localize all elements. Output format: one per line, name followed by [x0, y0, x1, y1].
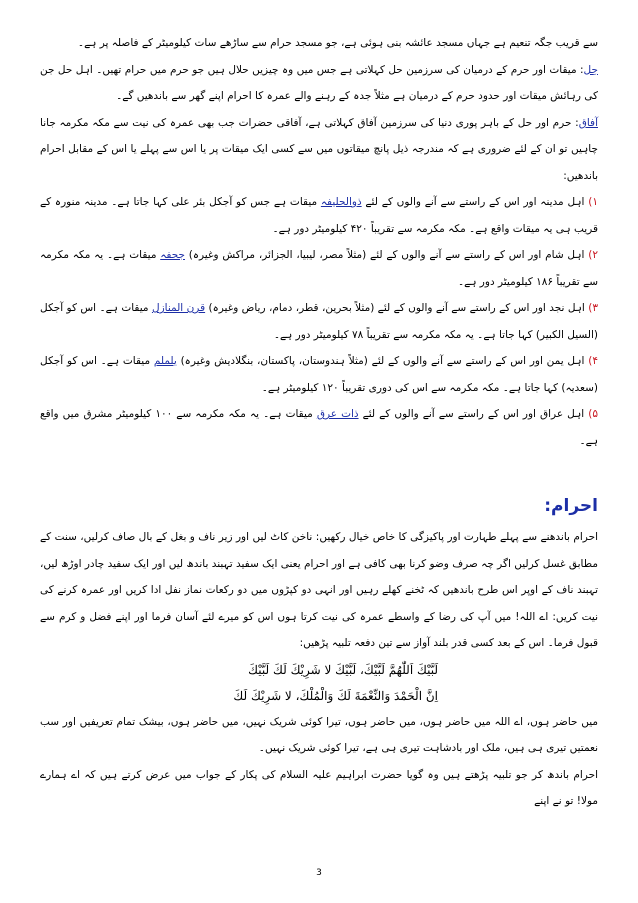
miqat-text-after: میقات ہے۔ یہ مکہ مکرمہ سے ۱۰۰ کیلومیٹر مشرق میں واقع ہے۔ — [40, 408, 598, 447]
afaq-term: آفاق — [578, 116, 598, 129]
miqat-item — [40, 242, 598, 295]
talbiyah-translation: میں حاضر ہوں، اے اللہ میں حاضر ہوں، میں حاضر ہوں، تیرا کوئی شریک نہیں، میں حاضر ہوں، بیشک تمام تعریفیں اور سب نعمتیں تیری ہی ہیں، ملک اور بادشاہت تیری ہی ہے، تیرا کوئی شریک نہیں۔ — [40, 715, 598, 754]
miqat-number: ۳) — [588, 302, 598, 314]
ihram-closing-paragraph: احرام باندھ کر جو تلبیہ پڑھتے ہیں وہ گویا حضرت ابراہیم علیہ السلام کی پکار کے جواب میں عرض کرتے ہیں کہ اے ہمارے مولا! تو نے اپنے — [40, 768, 598, 807]
miqat-item — [40, 189, 598, 242]
miqat-number: ۴) — [588, 355, 598, 367]
page-number: 3 — [316, 868, 322, 878]
miqat-item — [40, 401, 598, 454]
miqat-name: قرن المنازل — [151, 302, 206, 314]
miqat-item — [40, 348, 598, 401]
talbiyah-line: لَبَّيْكَ اَللّٰهُمَّ لَبَّيْكَ، لَبَّيْكَ لا شَرِيْكَ لَكَ لَبَّيْكَ — [248, 662, 438, 677]
miqat-name: ذات عرق — [316, 408, 359, 420]
miqat-number: ۲) — [588, 249, 598, 261]
tanim-paragraph: سے قریب جگہ تنعیم ہے جہاں مسجد عائشہ بنی ہوئی ہے، جو مسجد حرام سے ساڑھے سات کیلومیٹر کے فاصلہ پر ہے۔ — [77, 37, 598, 49]
hil-definition — [40, 57, 598, 110]
miqat-text-before: اہل مدینہ اور اس کے راستے سے آنے والوں کے لئے — [361, 196, 585, 208]
miqat-text-after: میقات ہے۔ اس کو آجکل (السیل الکبیر) کہا جاتا ہے۔ یہ مکہ مکرمہ سے تقریباً ۷۸ کیلومیٹر دور ہے۔ — [40, 302, 598, 341]
miqat-text-before: اہل عراق اور اس کے راستے سے آنے والوں کے لئے — [358, 408, 585, 420]
miqat-text-before: اہل نجد اور اس کے راستے سے آنے والوں کے لئے (مثلاً بحرین، قطر، دمام، ریاض وغیرہ) — [205, 302, 585, 314]
afaq-text: : حرم اور حل کے باہر پوری دنیا کی سرزمین آفاق کہلاتی ہے، آفاقی حضرات جب بھی عمرہ کی نیت سے مکہ مکرمہ جانا چاہیں تو ان کے لئے ضروری ہے کہ مندرجہ ذیل پانچ میقاتوں میں سے کسی ایک میقات پر یا اس سے پہلے یا اس کے مقابل احرام باندھیں: — [40, 116, 598, 182]
hil-term: حِل — [583, 63, 598, 76]
ihram-heading: احرام: — [544, 496, 598, 516]
miqat-text-before: اہل یمن اور اس کے راستے سے آنے والوں کے لئے (مثلاً ہندوستان، پاکستان، بنگلادیش وغیرہ) — [176, 355, 585, 367]
afaq-definition — [40, 110, 598, 190]
talbiyah-line: اِنَّ الْحَمْدَ وَالنِّعْمَةَ لَكَ وَالْمُلْكَ، لا شَرِيْكَ لَكَ — [233, 688, 438, 703]
miqat-text-after: میقات ہے جس کو آجکل بئر علی کہا جاتا ہے۔ مدینہ منورہ کے قریب ہی یہ میقات واقع ہے۔ مکہ مکرمہ سے تقریباً ۴۲۰ کیلومیٹر دور ہے۔ — [40, 196, 598, 235]
miqat-name: یلملم — [153, 355, 177, 367]
miqat-text-after: میقات ہے۔ اس کو آجکل (سعدیہ) کہا جاتا ہے۔ مکہ مکرمہ سے اس کی دوری تقریباً ۱۲۰ کیلومیٹر ہے۔ — [40, 355, 598, 394]
ihram-paragraph: احرام باندھنے سے پہلے طہارت اور پاکیزگی کا خاص خیال رکھیں: ناخن کاٹ لیں اور زیر ناف و بغل کے بال صاف کرلیں، سنت کے مطابق غسل کرلیں اگر چہ صرف وضو کرنا بھی کافی ہے اور احرام یعنی ایک سفید تہبند باندھ لیں اور ایک سفید چادر اوڑھ لیں، تہبند ناف کے اوپر اس طرح باندھیں کہ ٹخنے کھلے رہیں اور انہی دو کپڑوں میں دو رکعات نماز نفل ادا کریں اور عمرہ کرنے کی نیت کریں: اے اللہ! میں آپ کی رضا کے واسطے عمرہ کی نیت کرتا ہوں اس کو میرے لئے آسان فرما اور اپنے فضل و کرم سے قبول فرما۔ اس کے بعد کسی قدر بلند آواز سے تین دفعہ تلبیہ پڑھیں: — [40, 531, 598, 649]
miqat-name: جحفہ — [160, 249, 185, 261]
miqat-item — [40, 295, 598, 348]
miqat-text-after: میقات ہے۔ یہ مکہ مکرمہ سے تقریباً ۱۸۶ کیلومیٹر دور ہے۔ — [40, 249, 598, 288]
miqat-text-before: اہل شام اور اس کے راستے سے آنے والوں کے لئے (مثلاً مصر، لیبیا، الجزائر، مراکش وغیرہ) — [184, 249, 585, 261]
hil-text: : میقات اور حرم کے درمیان کی سرزمین حل کہلاتی ہے جس میں وہ چیزیں حلال ہیں جو حرم میں حرام تھیں۔ اہل حل جن کی رہائش میقات اور حدود حرم کے درمیان ہے مثلاً جدہ کے رہنے والے عمرہ کا احرام اپنے گھر سے باندھیں گے۔ — [40, 63, 598, 102]
miqat-number: ۱) — [588, 196, 598, 208]
miqat-name: ذوالحلیفہ — [320, 196, 362, 208]
page-content — [40, 30, 598, 815]
miqat-number: ۵) — [588, 408, 598, 420]
